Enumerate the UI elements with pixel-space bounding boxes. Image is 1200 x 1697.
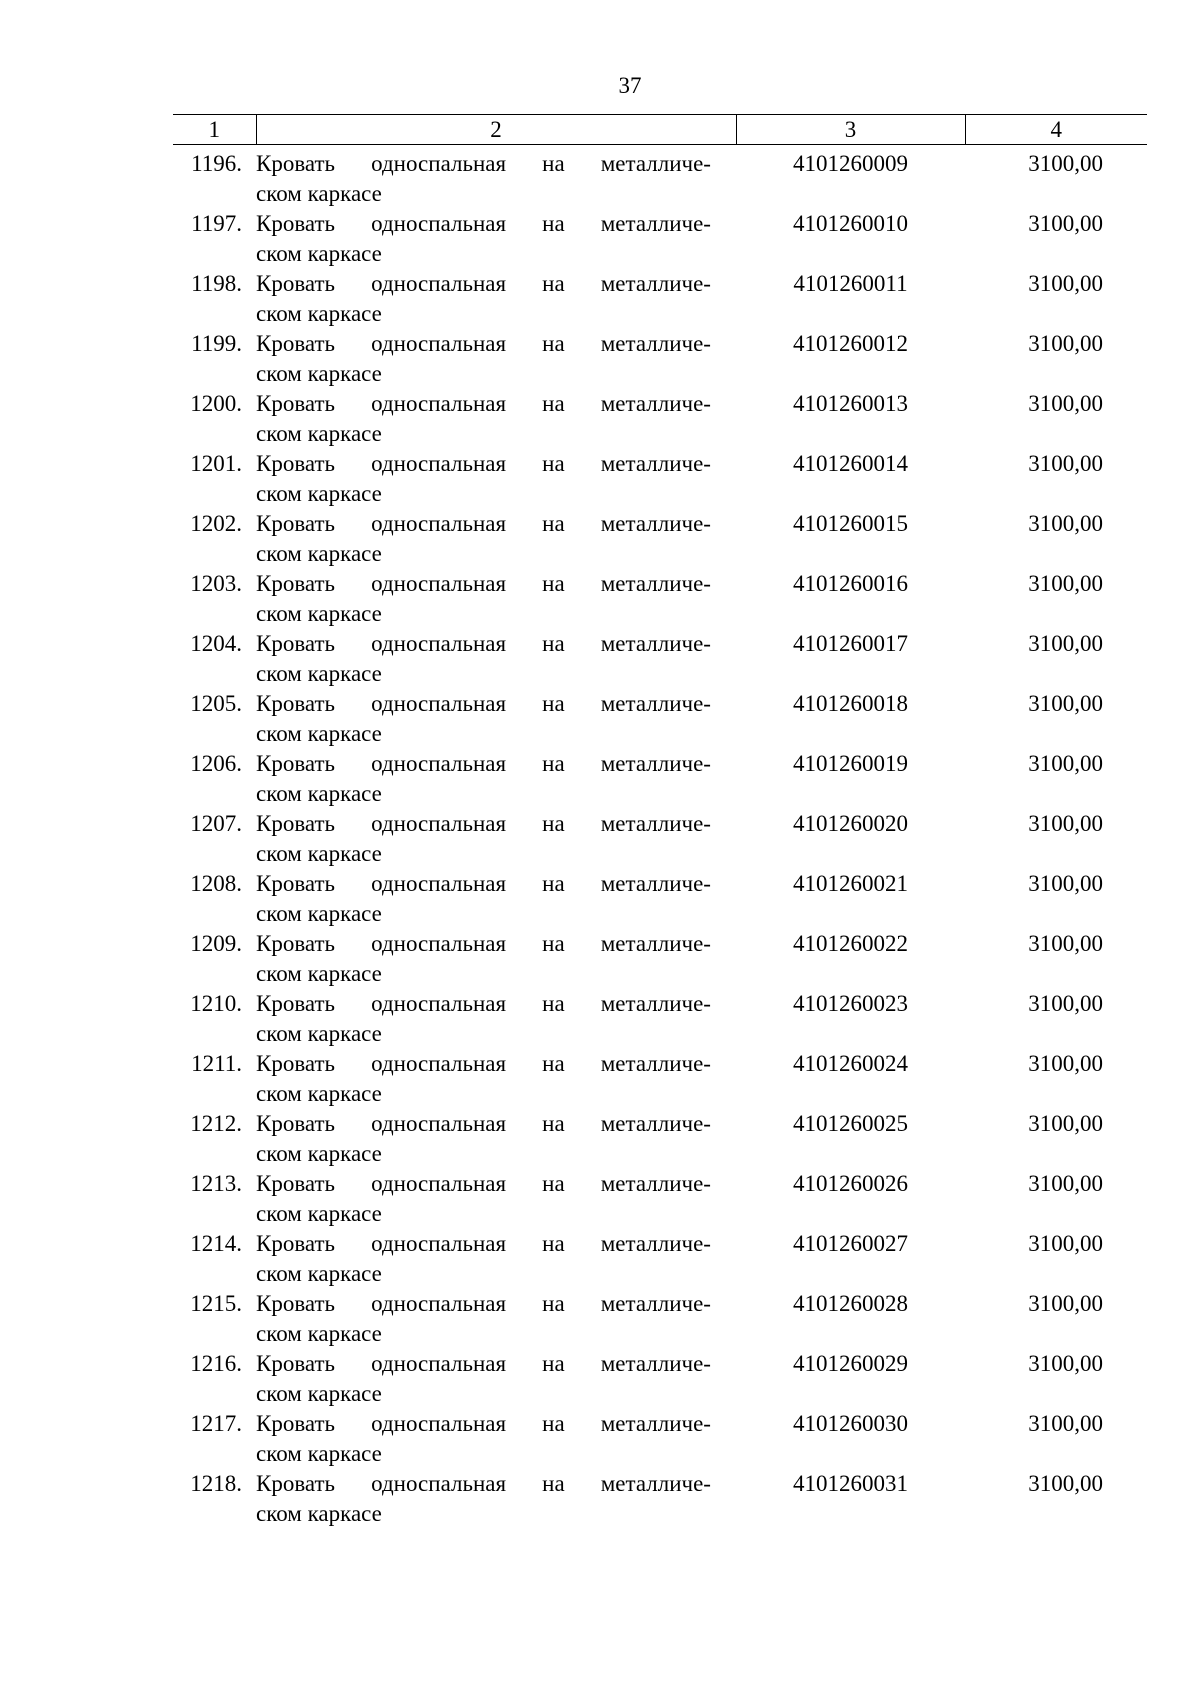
price-value: 3100,00	[1028, 1471, 1103, 1496]
table-row	[173, 1289, 1147, 1349]
item-name	[256, 629, 736, 689]
item-name-word: Кровать	[256, 511, 336, 536]
row-number: 1217.	[190, 1411, 242, 1436]
item-name-word: Кровать	[256, 331, 336, 356]
table-row	[173, 1169, 1147, 1229]
row-number: 1209.	[190, 931, 242, 956]
item-name-word: односпальная	[371, 751, 507, 776]
item-name-word: Кровать	[256, 691, 336, 716]
item-name	[256, 329, 736, 389]
item-name-word: Кровать	[256, 391, 336, 416]
table-row	[173, 809, 1147, 869]
item-name-word: на	[542, 871, 565, 896]
item-name-word: Кровать	[256, 991, 336, 1016]
item-name-word: односпальная	[371, 1051, 507, 1076]
item-name	[256, 989, 736, 1049]
item-name-word: односпальная	[371, 1471, 507, 1496]
row-number: 1208.	[190, 871, 242, 896]
inventory-code: 4101260011	[793, 271, 908, 296]
item-name-word: Кровать	[256, 1171, 336, 1196]
item-name-line-1	[256, 749, 711, 779]
header-row	[173, 115, 1147, 145]
item-name-word: металличе-	[600, 571, 711, 596]
item-name-word: односпальная	[371, 271, 507, 296]
item-name-word: односпальная	[371, 331, 507, 356]
item-name	[256, 145, 736, 210]
table-row	[173, 989, 1147, 1049]
item-name	[256, 1049, 736, 1109]
price-value: 3100,00	[1028, 931, 1103, 956]
item-name-word: на	[542, 1291, 565, 1316]
table-row	[173, 389, 1147, 449]
table-row	[173, 1349, 1147, 1409]
price-value: 3100,00	[1028, 751, 1103, 776]
item-name-line-1	[256, 1289, 711, 1319]
item-name-line-2: ском каркасе	[256, 1021, 382, 1046]
item-name-word: на	[542, 751, 565, 776]
item-name-word: Кровать	[256, 151, 336, 176]
item-name-line-2: ском каркасе	[256, 961, 382, 986]
item-name-word: односпальная	[371, 1171, 507, 1196]
item-name-word: односпальная	[371, 571, 507, 596]
item-name	[256, 269, 736, 329]
item-name-word: односпальная	[371, 931, 507, 956]
item-name-word: Кровать	[256, 1471, 336, 1496]
item-name	[256, 749, 736, 809]
price-value: 3100,00	[1028, 451, 1103, 476]
price-value: 3100,00	[1028, 1291, 1103, 1316]
item-name-word: односпальная	[371, 631, 507, 656]
item-name-word: Кровать	[256, 1351, 336, 1376]
item-name-word: на	[542, 331, 565, 356]
item-name-word: односпальная	[371, 151, 507, 176]
item-name-word: на	[542, 271, 565, 296]
item-name-word: односпальная	[371, 451, 507, 476]
row-number: 1215.	[190, 1291, 242, 1316]
row-number: 1199.	[191, 331, 242, 356]
price-value: 3100,00	[1028, 211, 1103, 236]
row-number: 1203.	[190, 571, 242, 596]
item-name-word: Кровать	[256, 751, 336, 776]
item-name-line-1	[256, 1349, 711, 1379]
row-number: 1216.	[190, 1351, 242, 1376]
table-row	[173, 569, 1147, 629]
item-name-word: на	[542, 571, 565, 596]
item-name-word: на	[542, 211, 565, 236]
item-name-word: Кровать	[256, 1411, 336, 1436]
item-name-word: Кровать	[256, 871, 336, 896]
item-name-line-1	[256, 689, 711, 719]
item-name-word: металличе-	[600, 1171, 711, 1196]
row-number: 1212.	[190, 1111, 242, 1136]
price-value: 3100,00	[1028, 571, 1103, 596]
item-name-line-2: ском каркасе	[256, 541, 382, 566]
item-name-word: на	[542, 1471, 565, 1496]
item-name-line-1	[256, 269, 711, 299]
table-row	[173, 145, 1147, 210]
item-name	[256, 509, 736, 569]
item-name	[256, 809, 736, 869]
item-name-line-2: ском каркасе	[256, 1441, 382, 1466]
inventory-code: 4101260022	[793, 931, 908, 956]
item-name-word: на	[542, 811, 565, 836]
row-number: 1198.	[191, 271, 242, 296]
item-name-word: Кровать	[256, 631, 336, 656]
item-name-word: односпальная	[371, 1351, 507, 1376]
inventory-code: 4101260031	[793, 1471, 908, 1496]
item-name	[256, 929, 736, 989]
item-name-line-1	[256, 1469, 711, 1499]
price-value: 3100,00	[1028, 871, 1103, 896]
item-name-line-1	[256, 1229, 711, 1259]
row-number: 1202.	[190, 511, 242, 536]
item-name-line-2: ском каркасе	[256, 421, 382, 446]
item-name-line-1	[256, 329, 711, 359]
row-number: 1204.	[190, 631, 242, 656]
table-row	[173, 869, 1147, 929]
price-value: 3100,00	[1028, 1111, 1103, 1136]
row-number: 1214.	[190, 1231, 242, 1256]
item-name-line-2: ском каркасе	[256, 241, 382, 266]
item-name-word: Кровать	[256, 1051, 336, 1076]
item-name-line-2: ском каркасе	[256, 601, 382, 626]
item-name-word: односпальная	[371, 1291, 507, 1316]
price-value: 3100,00	[1028, 331, 1103, 356]
item-name-word: Кровать	[256, 1111, 336, 1136]
item-name-line-1	[256, 389, 711, 419]
item-name-word: на	[542, 631, 565, 656]
item-name-word: металличе-	[600, 1411, 711, 1436]
item-name-word: металличе-	[600, 1051, 711, 1076]
item-name-line-1	[256, 449, 711, 479]
item-name-line-2: ском каркасе	[256, 361, 382, 386]
item-name-word: на	[542, 451, 565, 476]
inventory-code: 4101260021	[793, 871, 908, 896]
item-name-word: на	[542, 991, 565, 1016]
item-name-word: Кровать	[256, 811, 336, 836]
price-value: 3100,00	[1028, 631, 1103, 656]
item-name-word: на	[542, 691, 565, 716]
item-name-line-1	[256, 1049, 711, 1079]
item-name-word: металличе-	[600, 1351, 711, 1376]
item-name-word: металличе-	[600, 511, 711, 536]
item-name-line-1	[256, 149, 711, 179]
item-name	[256, 209, 736, 269]
item-name	[256, 1109, 736, 1169]
item-name-line-2: ском каркасе	[256, 1201, 382, 1226]
item-name-word: односпальная	[371, 1411, 507, 1436]
item-name-line-1	[256, 1409, 711, 1439]
price-value: 3100,00	[1028, 691, 1103, 716]
row-number: 1201.	[190, 451, 242, 476]
inventory-code: 4101260027	[793, 1231, 908, 1256]
table-row	[173, 929, 1147, 989]
item-name-line-1	[256, 869, 711, 899]
item-name-word: односпальная	[371, 211, 507, 236]
table-row	[173, 629, 1147, 689]
item-name-line-2: ском каркасе	[256, 1261, 382, 1286]
row-number: 1210.	[190, 991, 242, 1016]
table-row	[173, 689, 1147, 749]
item-name-line-1	[256, 1109, 711, 1139]
item-name-line-1	[256, 569, 711, 599]
item-name	[256, 1409, 736, 1469]
price-value: 3100,00	[1028, 991, 1103, 1016]
item-name-line-1	[256, 929, 711, 959]
item-name-word: на	[542, 1111, 565, 1136]
item-name	[256, 1349, 736, 1409]
item-name-word: металличе-	[600, 691, 711, 716]
row-number: 1197.	[191, 211, 242, 236]
item-name-word: односпальная	[371, 691, 507, 716]
item-name-line-2: ском каркасе	[256, 661, 382, 686]
price-value: 3100,00	[1028, 511, 1103, 536]
page-number: 37	[618, 73, 642, 98]
item-name-word: металличе-	[600, 1291, 711, 1316]
table-row	[173, 209, 1147, 269]
inventory-table	[173, 114, 1147, 1529]
inventory-code: 4101260012	[793, 331, 908, 356]
item-name-word: металличе-	[600, 391, 711, 416]
inventory-code: 4101260015	[793, 511, 908, 536]
item-name-word: металличе-	[600, 631, 711, 656]
table-row	[173, 329, 1147, 389]
item-name-line-2: ском каркасе	[256, 301, 382, 326]
item-name-word: на	[542, 931, 565, 956]
table-row	[173, 509, 1147, 569]
table-row	[173, 1469, 1147, 1529]
item-name	[256, 569, 736, 629]
price-value: 3100,00	[1028, 1351, 1103, 1376]
item-name-word: металличе-	[600, 751, 711, 776]
row-number: 1218.	[190, 1471, 242, 1496]
row-number: 1207.	[190, 811, 242, 836]
item-name-word: металличе-	[600, 331, 711, 356]
inventory-code: 4101260017	[793, 631, 908, 656]
row-number: 1211.	[191, 1051, 242, 1076]
inventory-code: 4101260019	[793, 751, 908, 776]
item-name-word: металличе-	[600, 991, 711, 1016]
inventory-code: 4101260028	[793, 1291, 908, 1316]
item-name-word: металличе-	[600, 211, 711, 236]
item-name-line-1	[256, 809, 711, 839]
table-row	[173, 1109, 1147, 1169]
item-name-line-1	[256, 1169, 711, 1199]
price-value: 3100,00	[1028, 1411, 1103, 1436]
inventory-code: 4101260030	[793, 1411, 908, 1436]
item-name-word: односпальная	[371, 991, 507, 1016]
row-number: 1200.	[190, 391, 242, 416]
inventory-code: 4101260024	[793, 1051, 908, 1076]
item-name-line-2: ском каркасе	[256, 721, 382, 746]
price-value: 3100,00	[1028, 151, 1103, 176]
table-row	[173, 1229, 1147, 1289]
inventory-code: 4101260016	[793, 571, 908, 596]
item-name-line-1	[256, 629, 711, 659]
item-name-word: Кровать	[256, 211, 336, 236]
item-name-word: Кровать	[256, 571, 336, 596]
item-name-line-2: ском каркасе	[256, 1501, 382, 1526]
item-name-word: Кровать	[256, 451, 336, 476]
item-name-line-1	[256, 989, 711, 1019]
item-name	[256, 1469, 736, 1529]
item-name-line-2: ском каркасе	[256, 1141, 382, 1166]
item-name-word: на	[542, 1351, 565, 1376]
item-name-word: металличе-	[600, 1111, 711, 1136]
column-header-3: 3	[736, 115, 965, 145]
column-header-4: 4	[965, 115, 1147, 145]
table-body	[173, 145, 1147, 1530]
item-name-word: Кровать	[256, 1291, 336, 1316]
inventory-code: 4101260025	[793, 1111, 908, 1136]
inventory-code: 4101260013	[793, 391, 908, 416]
inventory-code: 4101260023	[793, 991, 908, 1016]
item-name-line-1	[256, 209, 711, 239]
item-name-word: на	[542, 511, 565, 536]
row-number: 1196.	[191, 151, 242, 176]
item-name-word: односпальная	[371, 1231, 507, 1256]
inventory-code: 4101260029	[793, 1351, 908, 1376]
item-name-word: на	[542, 151, 565, 176]
item-name-word: односпальная	[371, 391, 507, 416]
inventory-code: 4101260010	[793, 211, 908, 236]
inventory-code: 4101260018	[793, 691, 908, 716]
item-name-word: на	[542, 1171, 565, 1196]
table-row	[173, 1049, 1147, 1109]
item-name	[256, 689, 736, 749]
item-name-word: Кровать	[256, 1231, 336, 1256]
item-name-line-2: ском каркасе	[256, 1381, 382, 1406]
price-value: 3100,00	[1028, 1171, 1103, 1196]
item-name-word: односпальная	[371, 811, 507, 836]
item-name-word: металличе-	[600, 271, 711, 296]
item-name	[256, 869, 736, 929]
item-name-word: на	[542, 1051, 565, 1076]
inventory-code: 4101260009	[793, 151, 908, 176]
item-name	[256, 1169, 736, 1229]
item-name-word: Кровать	[256, 931, 336, 956]
item-name-word: металличе-	[600, 451, 711, 476]
item-name-line-2: ском каркасе	[256, 1321, 382, 1346]
table-header	[173, 115, 1147, 145]
item-name	[256, 1229, 736, 1289]
row-number: 1205.	[190, 691, 242, 716]
item-name-word: на	[542, 1231, 565, 1256]
item-name-line-2: ском каркасе	[256, 481, 382, 506]
item-name-line-1	[256, 509, 711, 539]
item-name	[256, 1289, 736, 1349]
item-name-word: металличе-	[600, 1471, 711, 1496]
item-name-word: на	[542, 1411, 565, 1436]
item-name-line-2: ском каркасе	[256, 841, 382, 866]
inventory-code: 4101260020	[793, 811, 908, 836]
inventory-code: 4101260014	[793, 451, 908, 476]
item-name-word: односпальная	[371, 871, 507, 896]
table-row	[173, 1409, 1147, 1469]
price-value: 3100,00	[1028, 271, 1103, 296]
item-name-word: металличе-	[600, 871, 711, 896]
price-value: 3100,00	[1028, 811, 1103, 836]
item-name-line-2: ском каркасе	[256, 901, 382, 926]
item-name-word: Кровать	[256, 271, 336, 296]
item-name-word: металличе-	[600, 931, 711, 956]
row-number: 1213.	[190, 1171, 242, 1196]
item-name-word: односпальная	[371, 511, 507, 536]
table-row	[173, 269, 1147, 329]
row-number: 1206.	[190, 751, 242, 776]
price-value: 3100,00	[1028, 391, 1103, 416]
item-name-line-2: ском каркасе	[256, 181, 382, 206]
item-name-line-2: ском каркасе	[256, 781, 382, 806]
item-name-word: на	[542, 391, 565, 416]
table-row	[173, 449, 1147, 509]
item-name-line-2: ском каркасе	[256, 1081, 382, 1106]
column-header-2: 2	[256, 115, 736, 145]
item-name	[256, 449, 736, 509]
price-value: 3100,00	[1028, 1231, 1103, 1256]
column-header-1: 1	[173, 115, 256, 145]
price-value: 3100,00	[1028, 1051, 1103, 1076]
item-name-word: металличе-	[600, 811, 711, 836]
item-name-word: металличе-	[600, 1231, 711, 1256]
item-name-word: металличе-	[600, 151, 711, 176]
item-name-word: односпальная	[371, 1111, 507, 1136]
table-row	[173, 749, 1147, 809]
item-name	[256, 389, 736, 449]
inventory-code: 4101260026	[793, 1171, 908, 1196]
